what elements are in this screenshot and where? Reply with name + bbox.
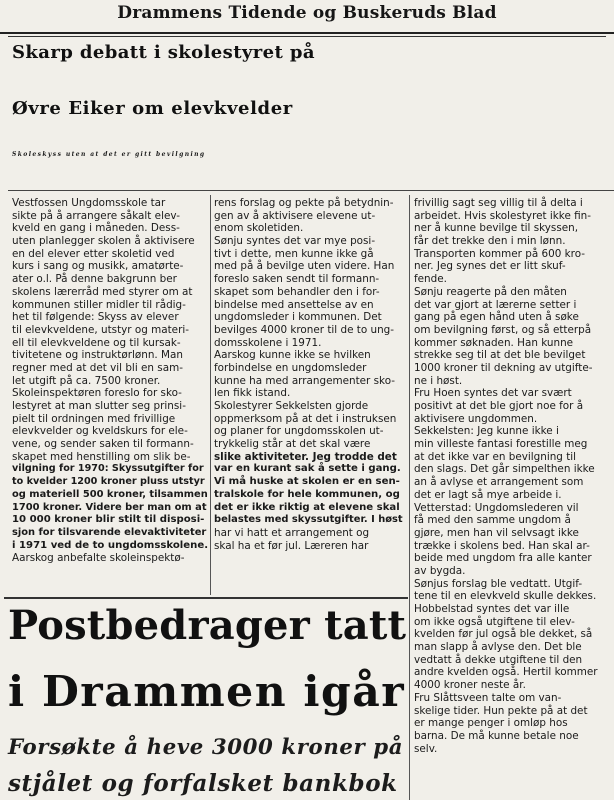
text-line: Fru Hoen syntes det var svært xyxy=(414,387,572,400)
text-line: det er ikke riktig at elevene skal xyxy=(214,501,400,513)
text-line: Skoleinspektøren foreslo for sko- xyxy=(12,387,182,400)
text-line: tivitetene og instruktørlønn. Man xyxy=(12,349,183,362)
text-line: ater o.l. På denne bakgrunn ber xyxy=(12,273,177,286)
text-line: Transporten kommer på 600 kro- xyxy=(414,247,586,260)
text-line: beide med ungdom fra alle kanter xyxy=(414,552,592,565)
text-line: enom skoletiden. xyxy=(214,222,304,235)
text-line: barna. De må kunne betale noe xyxy=(414,729,579,742)
masthead-title: Drammens Tidende og Buskeruds Blad xyxy=(117,3,497,23)
text-line: kveld en gang i måneden. Dess- xyxy=(12,222,180,235)
text-line: kurs i sang og musikk, amatørte- xyxy=(12,260,184,273)
text-line: tralskole for hele kommunen, og xyxy=(214,488,400,500)
text-line: slike aktiviteter. Jeg trodde det xyxy=(214,450,397,463)
text-line: min villeste fantasi forestille meg xyxy=(414,438,588,451)
column-divider xyxy=(210,195,211,595)
text-line: skelige tider. Hun pekte på at det xyxy=(414,704,588,717)
text-line: Sønju syntes det var mye posi- xyxy=(214,235,376,248)
text-line: pielt til ordningen med frivillige xyxy=(12,412,176,425)
article1-subheadline: Skoleskyss uten at det er gitt bevilgning xyxy=(12,151,206,158)
text-line: 1700 kroner. Videre ber man om at xyxy=(12,501,207,513)
text-line: len fikk istand. xyxy=(214,387,291,400)
text-line: frivillig sagt seg villig til å delta i xyxy=(414,197,583,209)
column-divider xyxy=(409,195,410,800)
text-line: få med den samme ungdom å xyxy=(414,514,571,527)
text-line: trække i skolens bed. Han skal ar- xyxy=(414,539,590,552)
text-line: lestyret at man slutter seg prinsi- xyxy=(12,400,186,412)
text-line: tene til en elevkveld skulle dekkes. xyxy=(414,590,597,603)
text-line: at det ikke var en bevilgning til xyxy=(414,450,577,463)
masthead xyxy=(0,0,614,34)
text-line: i 1971 ved de to ungdomsskolene. xyxy=(12,539,209,551)
text-line: foreslo saken sendt til formann- xyxy=(214,273,380,286)
text-line: domsskolene i 1971. xyxy=(214,336,322,349)
text-line: om bevilgning først, og så etterpå xyxy=(414,323,592,336)
text-line: Sekkelsten: Jeg kunne ikke i xyxy=(414,425,559,438)
text-line: het til følgende: Skyss av elever xyxy=(12,311,179,324)
text-line: ell til elevkveldene og til kursak- xyxy=(12,336,181,349)
text-line: an å avlyse et arrangement som xyxy=(414,476,584,489)
text-line: arbeidet. Hvis skolestyret ikke fin- xyxy=(414,209,592,222)
divider xyxy=(4,597,408,599)
text-line: kunne ha med arrangementer sko- xyxy=(214,374,395,387)
text-line: skal ha et før jul. Læreren har xyxy=(214,539,369,552)
article1-column-2 xyxy=(214,197,404,552)
text-line: kvelden før jul også ble dekket, så xyxy=(414,628,593,641)
text-line: ner. Jeg synes det er litt skuf- xyxy=(414,260,566,273)
article1-column-3 xyxy=(414,197,614,755)
divider xyxy=(8,36,606,37)
text-line: Aarskog anbefalte skoleinspektø- xyxy=(12,552,185,565)
text-line: gen av å aktivisere elevene ut- xyxy=(214,209,376,222)
text-line: Vi må huske at skolen er en sen- xyxy=(214,476,400,488)
text-line: til elevkveldene, utstyr og materi- xyxy=(12,323,189,336)
text-line: Fru Slåttsveen talte om van- xyxy=(414,691,562,704)
text-line: bevilges 4000 kroner til de to ung- xyxy=(214,323,395,336)
text-line: uten planlegger skolen å aktivisere xyxy=(12,235,195,248)
text-line: Sønjus forslag ble vedtatt. Utgif- xyxy=(414,577,583,590)
text-line: ne i høst. xyxy=(414,374,463,387)
text-line: var en kurant sak å sette i gang. xyxy=(214,463,401,475)
text-line: positivt at det ble gjort noe for å xyxy=(414,400,584,412)
text-line: og planer for ungdomsskolen ut- xyxy=(214,425,384,438)
text-line: er mange penger i omløp hos xyxy=(414,717,568,730)
text-line: aktivisere ungdommen. xyxy=(414,412,538,425)
text-line: har vi hatt et arrangement og xyxy=(214,526,370,539)
article2-headline-line1: Postbedrager tatt xyxy=(8,602,407,649)
text-line: skolens lærerråd med styrer om at xyxy=(12,285,193,298)
text-line: det er lagt så mye arbeide i. xyxy=(414,488,562,501)
text-line: fende. xyxy=(414,273,447,286)
article2-subheadline-line2: stjålet og forfalsket bankbok xyxy=(8,770,398,797)
text-line: sjon for tilsvarende elevaktiviteter xyxy=(12,526,207,538)
text-line: Vestfossen Ungdomsskole tar xyxy=(12,197,166,209)
divider xyxy=(8,190,614,191)
text-line: rens forslag og pekte på betydnin- xyxy=(214,197,394,209)
text-line: oppmerksom på at det i instruksen xyxy=(214,412,397,425)
text-line: 1000 kroner til dekning av utgifte- xyxy=(414,361,593,374)
text-line: gang på egen hånd uten å søke xyxy=(414,311,579,324)
text-line: sikte på å arrangere såkalt elev- xyxy=(12,209,180,222)
text-line: belastes med skyssutgifter. I høst xyxy=(214,514,403,526)
text-line: kommer søknaden. Han kunne xyxy=(414,336,574,349)
text-line: trykkelig står at det skal være xyxy=(214,438,371,451)
text-line: andre kvelden også. Hertil kommer xyxy=(414,666,598,679)
text-line: strekke seg til at det ble bevilget xyxy=(414,349,586,362)
text-line: den slags. Det går simpelthen ikke xyxy=(414,463,595,476)
text-line: en del elever etter skoletid ved xyxy=(12,247,175,260)
text-line: 4000 kroner neste år. xyxy=(414,679,526,692)
text-line: Hobbelstad syntes det var ille xyxy=(414,603,570,615)
text-line: Vetterstad: Ungdomslederen vil xyxy=(414,501,579,514)
text-line: let utgift på ca. 7500 kroner. xyxy=(12,374,161,387)
article1-headline-line2: Øvre Eiker om elevkvelder xyxy=(12,98,293,119)
text-line: gjøre, men han vil selvsagt ikke xyxy=(414,526,579,539)
article1-headline-line1: Skarp debatt i skolestyret på xyxy=(12,42,315,63)
text-line: 10 000 kroner blir stilt til disposi- xyxy=(12,514,205,526)
text-line: kommunen stiller midler til rådig- xyxy=(12,298,186,311)
text-line: det var gjort at lærerne setter i xyxy=(414,298,577,311)
text-line: og materiell 500 kroner, tilsammen xyxy=(12,488,208,500)
text-line: selv. xyxy=(414,742,438,755)
text-line: av bygda. xyxy=(414,564,466,577)
text-line: får det trekke den i min lønn. xyxy=(414,235,566,248)
text-line: skapet som behandler den i for- xyxy=(214,285,380,298)
text-line: tivt i dette, men kunne ikke gå xyxy=(214,247,374,260)
article2-headline-line2: i Drammen igår xyxy=(8,667,406,717)
text-line: to kvelder 1200 kroner pluss utstyr xyxy=(12,476,205,488)
text-line: om ikke også utgiftene til elev- xyxy=(414,615,575,628)
text-line: vedtatt å dekke utgiftene til den xyxy=(414,653,583,666)
text-line: forbindelse en ungdomsleder xyxy=(214,361,367,374)
text-line: bindelse med ansettelse av en xyxy=(214,298,374,311)
text-line: med på å bevilge uten videre. Han xyxy=(214,260,395,273)
text-line: ungdomsleder i kommunen. Det xyxy=(214,311,382,324)
article2-subheadline-line1: Forsøkte å heve 3000 kroner på xyxy=(8,735,404,760)
text-line: man slapp å avlyse den. Det ble xyxy=(414,641,582,654)
text-line: vilgning for 1970: Skyssutgifter for xyxy=(12,463,204,475)
text-line: elevkvelder og kveldskurs for ele- xyxy=(12,425,188,438)
text-line: Aarskog kunne ikke se hvilken xyxy=(214,349,371,362)
text-line: Skolestyrer Sekkelsten gjorde xyxy=(214,400,369,412)
text-line: skapet med henstilling om slik be- xyxy=(12,450,191,463)
article1-column-1 xyxy=(12,197,208,565)
text-line: regner med at det vil bli en sam- xyxy=(12,361,183,374)
text-line: Sønju reagerte på den måten xyxy=(414,285,567,298)
text-line: vene, og sender saken til formann- xyxy=(12,438,194,451)
text-line: ner å kunne bevilge til skyssen, xyxy=(414,222,579,235)
